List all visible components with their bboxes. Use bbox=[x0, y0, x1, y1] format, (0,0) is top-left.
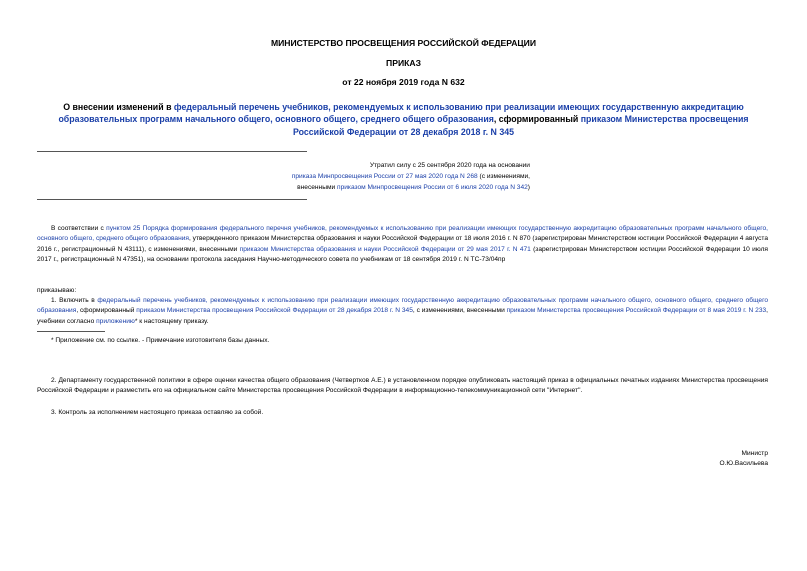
appendix-link[interactable]: приложению bbox=[96, 317, 135, 325]
footnote-divider bbox=[37, 331, 105, 332]
signature-block bbox=[568, 449, 768, 470]
order-345-link[interactable]: приказом Министерства просвещения Российской Федерации от 28 декабря 2018 г. N 345 bbox=[292, 114, 749, 137]
ministry-heading: МИНИСТЕРСТВО ПРОСВЕЩЕНИЯ РОССИЙСКОЙ ФЕДЕРАЦИИ bbox=[270, 38, 537, 48]
title-prefix: О внесении изменений в bbox=[63, 102, 174, 112]
status-line-1: Утратил силу с 25 сентября 2020 года на основании bbox=[369, 162, 530, 169]
signatory-name: О.Ю.Васильева bbox=[719, 460, 768, 468]
item-1-paragraph: 1. Включить в федеральный перечень учебников, рекомендуемых к использованию при реализации имеющих государственную аккредитацию образовательных программ начального общего, основного общего, среднего общего образования, сформированный приказом Министерства просвещения Российской Федерации от 28 декабря 2018 г. N 345, с изменениями, внесенными приказом Министерства просвещения Российской Федерации от 8 мая 2019 г. N 233, учебники согласно приложению* к настоящему приказу. bbox=[37, 297, 769, 325]
footnote: * Приложение см. по ссылке. - Примечание изготовителя базы данных. bbox=[51, 337, 270, 344]
federal-list-link[interactable]: федеральный перечень учебников, рекомендуемых к использованию при реализации имеющих государственную аккредитацию образовательных программ начального общего, основного общего, среднего общего образования bbox=[58, 102, 744, 125]
title-middle: , сформированный bbox=[493, 114, 581, 125]
order-471-link[interactable]: приказом Министерства образования и науки Российской Федерации от 29 мая 2017 г. N 471 bbox=[239, 245, 531, 253]
order-268-link[interactable]: приказа Минпросвещения России от 27 мая 2020 года N 268 bbox=[291, 173, 478, 181]
item-2-paragraph: 2. Департаменту государственной политики в сфере оценки качества общего образования (Четвертков А.Е.) в установленном порядке опубликовать настоящий приказ в официальных печатных изданиях Министерства просвещения Российской Федерации и разместить его на официальном сайте Министерства просвещения Российской Федерации в информационно-телекоммуникационной сети "Интернет". bbox=[37, 377, 768, 395]
item-3-paragraph: 3. Контроль за исполнением настоящего приказа оставляю за собой. bbox=[51, 409, 264, 416]
repeal-status bbox=[200, 160, 530, 194]
status-line-2: приказа Минпросвещения России от 27 мая 2020 года N 268 (с изменениями, bbox=[291, 173, 530, 181]
date-number: от 22 ноября 2019 года N 632 bbox=[342, 77, 465, 87]
document-title bbox=[50, 101, 757, 138]
status-line-3: внесенными приказом Минпросвещения России от 6 июля 2020 года N 342) bbox=[297, 184, 530, 192]
preamble-paragraph: В соответствии с пунктом 25 Порядка формирования федерального перечня учебников, рекомендуемых к использованию при реализации имеющих государственную аккредитацию образовательных программ начального общего, основного общего, среднего общего образования, утвержденного приказом Министерства образования и науки Российской Федерации от 18 июля 2016 г. N 870 (зарегистрирован Министерством юстиции Российской Федерации 4 августа 2016 г., регистрационный N 43111), с изменениями, внесенными приказом Министерства образования и науки Российской Федерации от 29 мая 2017 г. N 471 (зарегистрирован Министерством юстиции Российской Федерации 10 июля 2017 г., регистрационный N 47351), на основании протокола заседания Научно-методического совета по учебникам от 18 сентября 2019 г. N ТС-73/04пр bbox=[37, 225, 768, 264]
paragraph-25-link[interactable]: пунктом 25 Порядка формирования федерального перечня учебников, рекомендуемых к использованию при реализации имеющих государственную аккредитацию образовательных программ начального общего, основного общего, среднего общего образования bbox=[37, 225, 768, 243]
order-345-link-2[interactable]: приказом Министерства просвещения Российской Федерации от 28 декабря 2018 г. N 345 bbox=[136, 307, 413, 315]
document-type: ПРИКАЗ bbox=[386, 58, 421, 68]
order-342-link[interactable]: приказом Минпросвещения России от 6 июля 2020 года N 342 bbox=[337, 184, 528, 192]
federal-list-link-2[interactable]: федеральный перечень учебников, рекомендуемых к использованию при реализации имеющих государственную аккредитацию образовательных программ начального общего, основного общего, среднего общего образования bbox=[37, 297, 769, 315]
signatory-position: Министр bbox=[741, 450, 768, 457]
divider-top bbox=[37, 151, 307, 152]
order-word: приказываю: bbox=[37, 287, 77, 294]
divider-bottom bbox=[37, 199, 307, 200]
order-233-link[interactable]: приказом Министерства просвещения Российской Федерации от 8 мая 2019 г. N 233 bbox=[506, 307, 767, 315]
